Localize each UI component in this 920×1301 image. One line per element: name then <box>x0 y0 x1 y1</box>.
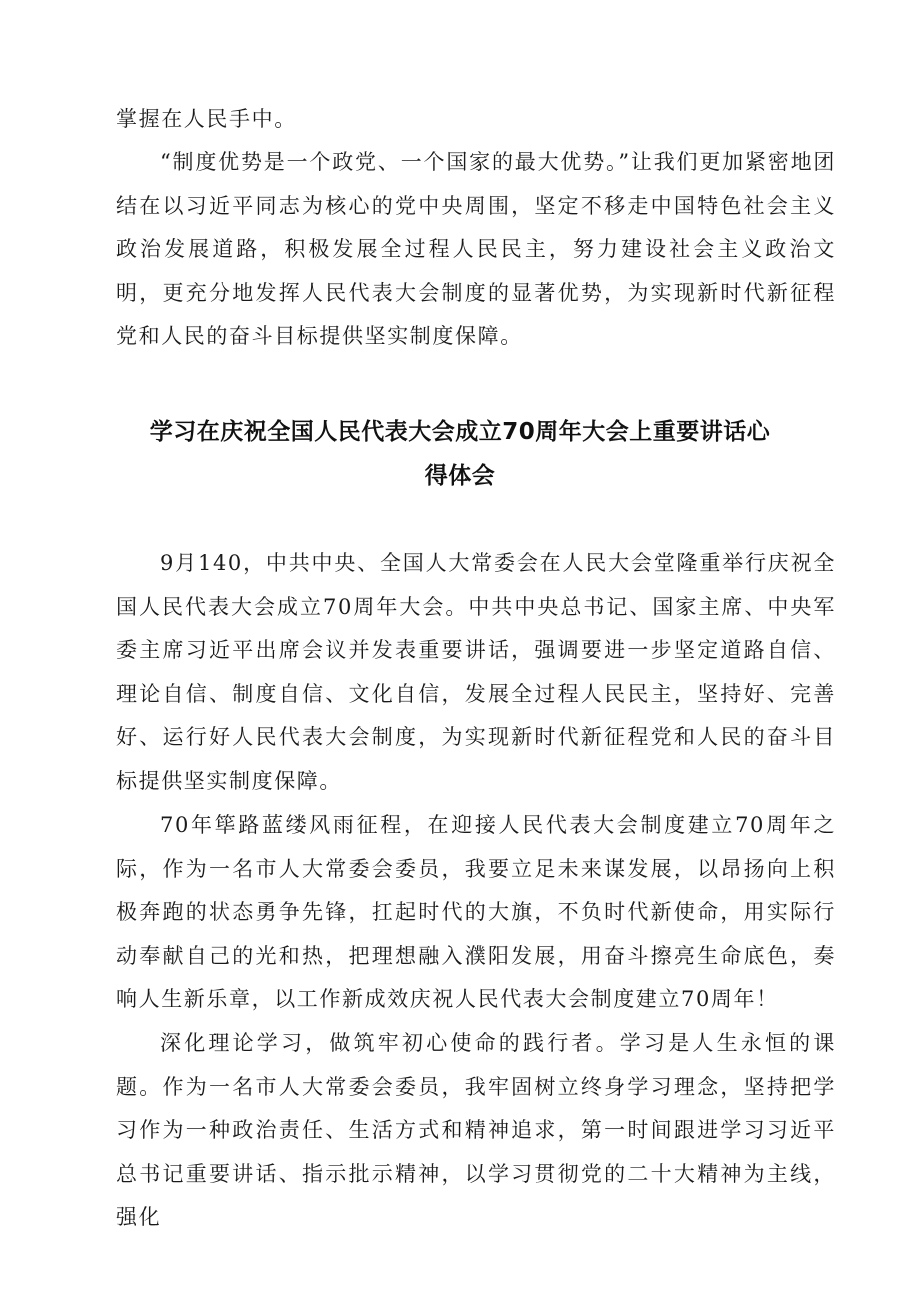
article-title: 学习在庆祝全国人民代表大会成立70周年大会上重要讲话心得体会 <box>149 419 771 489</box>
paragraph-70-years: 70年筚路蓝缕风雨征程，在迎接人民代表大会制度建立70周年之际，作为一名市人大常委会委员，我要立足未来谋发展，以昂扬向上积极奔跑的状态勇争先锋，扛起时代的大旗，不负时代新使命，用实际行动奉献自己的光和热，把理想融入濮阳发展，用奋斗擦亮生命底色，奏响人生新乐章，以工作新成效庆祝人民代表大会制度建立70周年！ <box>116 813 836 1011</box>
paragraph-institutional-advantage: “制度优势是一个政党、一个国家的最大优势。”让我们更加紧密地团结在以习近平同志为核心的党中央周围，坚定不移走中国特色社会主义政治发展道路，积极发展全过程人民民主，努力建设社会主义政治文明，更充分地发挥人民代表大会制度的显著优势，为实现新时代新征程党和人民的奋斗目标提供坚实制度保障。 <box>116 150 836 348</box>
paragraph-continuation: 掌握在人民手中。 <box>116 107 297 131</box>
paragraph-theory-study: 深化理论学习，做筑牢初心使命的践行者。学习是人生永恒的课题。作为一名市人大常委会委员，我牢固树立终身学习理念，坚持把学习作为一种政治责任、生活方式和精神追求，第一时间跟进学习习近平总书记重要讲话、指示批示精神，以学习贯彻党的二十大精神为主线，强化 <box>116 1031 836 1229</box>
paragraph-congress-event: 9月140，中共中央、全国人大常委会在人民大会堂隆重举行庆祝全国人民代表大会成立70周年大会。中共中央总书记、国家主席、中央军委主席习近平出席会议并发表重要讲话，强调要进一步坚定道路自信、理论自信、制度自信、文化自信，发展全过程人民民主，坚持好、完善好、运行好人民代表大会制度，为实现新时代新征程党和人民的奋斗目标提供坚实制度保障。 <box>116 551 836 793</box>
